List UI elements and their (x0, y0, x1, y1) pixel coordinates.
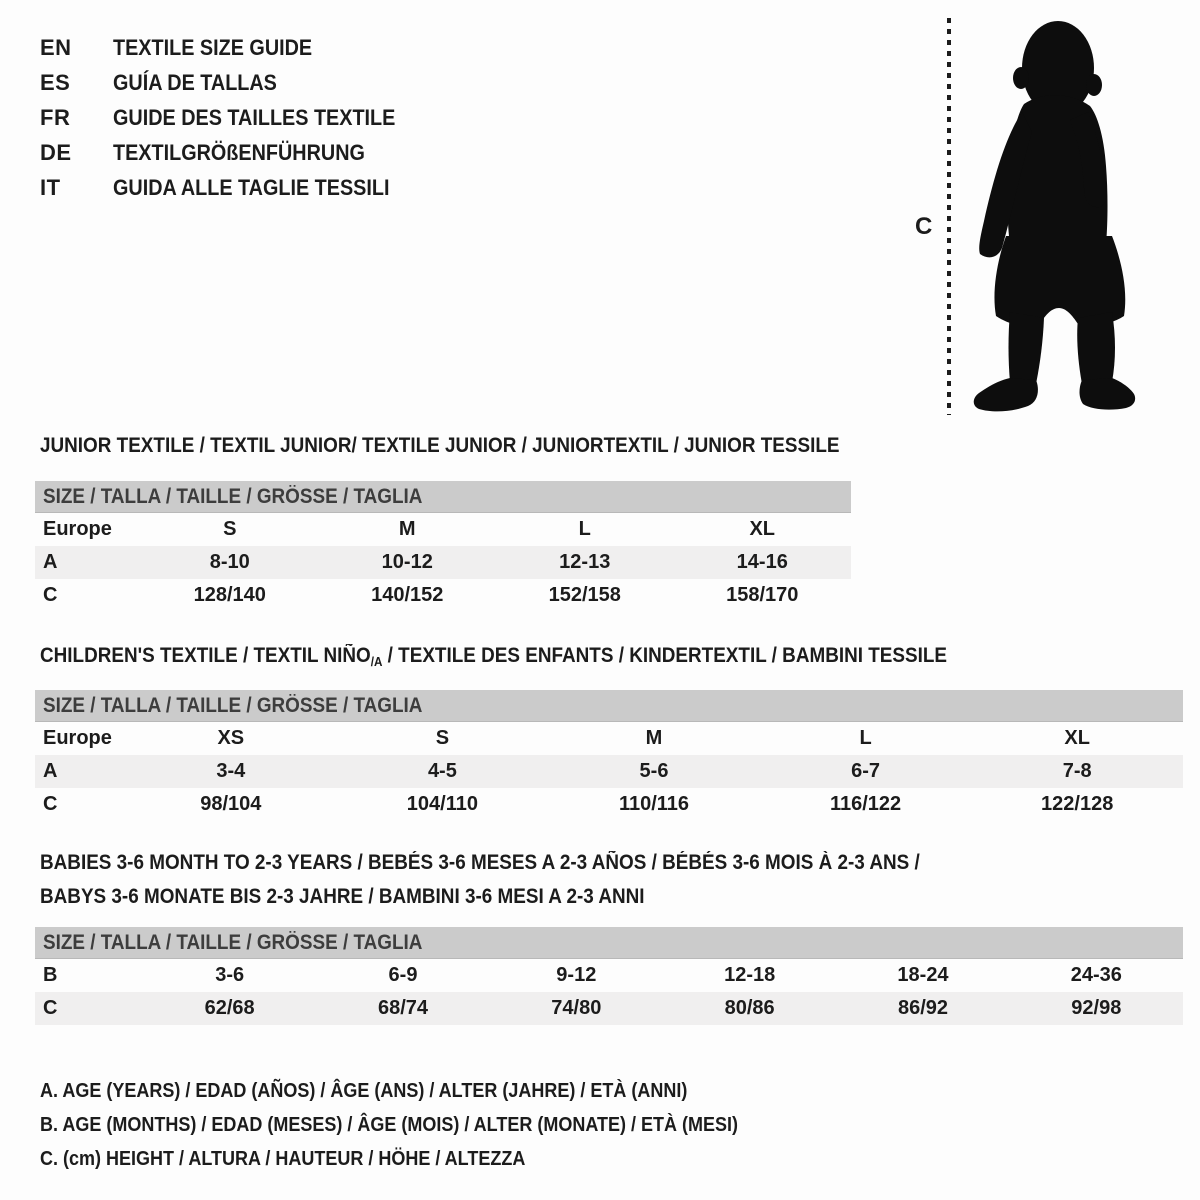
size-cell: 8-10 (209, 551, 250, 573)
babies-size-table (35, 927, 1183, 1025)
guide-title-it: GUIDA ALLE TAGLIE TESSILI (113, 174, 390, 200)
language-code: DE (40, 139, 72, 165)
size-cell: XL (1064, 727, 1090, 749)
size-header-bar (35, 690, 1183, 722)
size-cell: 6-9 (388, 964, 418, 986)
size-cell: XS (217, 727, 245, 749)
guide-title-en: TEXTILE SIZE GUIDE (113, 34, 313, 60)
row-label: C (43, 997, 58, 1019)
legend-line-c (40, 1142, 816, 1176)
guide-title-de: TEXTILGRÖßENFÜHRUNG (113, 139, 365, 165)
children-section-heading (40, 644, 1048, 670)
size-cell: 14-16 (736, 551, 788, 573)
language-row-en (40, 30, 427, 65)
size-cell: M (645, 727, 663, 749)
legend-b-text: B. AGE (MONTHS) / EDAD (MESES) / ÂGE (MOIS) / ALTER (MONATE) / ETÀ (MESI) (40, 1114, 738, 1136)
size-cell: 158/170 (726, 584, 799, 606)
size-cell: 104/110 (406, 793, 478, 815)
size-header-bar (35, 481, 851, 513)
language-title-list (40, 30, 427, 205)
children-heading-post: / TEXTILE DES ENFANTS / KINDERTEXTIL / BAMBINI TESSILE (382, 644, 948, 667)
size-cell: 3-4 (216, 760, 246, 782)
row-label: C (43, 584, 58, 606)
measurement-legend (40, 1074, 816, 1176)
language-row-de (40, 135, 427, 170)
size-cell: 74/80 (551, 997, 602, 1019)
size-cell: 68/74 (377, 997, 429, 1019)
language-code: ES (40, 69, 71, 95)
size-cell: 5-6 (639, 760, 669, 782)
table-row-europe (35, 513, 851, 546)
size-cell: 80/86 (724, 997, 775, 1019)
size-cell: S (223, 518, 237, 540)
size-cell: 7-8 (1062, 760, 1092, 782)
size-cell: 3-6 (215, 964, 245, 986)
children-heading-text (40, 644, 947, 670)
size-cell: L (578, 518, 591, 540)
table-row-europe (35, 722, 1183, 755)
language-row-it (40, 170, 427, 205)
size-cell: 10-12 (381, 551, 433, 573)
row-label: A (43, 760, 58, 782)
size-cell: 152/158 (548, 584, 621, 606)
junior-section-heading (40, 434, 928, 458)
table-row-age-months (35, 959, 1183, 992)
size-header-text: SIZE / TALLA / TAILLE / GRÖSSE / TAGLIA (43, 931, 423, 954)
language-code: IT (40, 174, 61, 200)
legend-line-a (40, 1074, 816, 1108)
guide-title-fr: GUIDE DES TAILLES TEXTILE (113, 104, 396, 130)
row-label: A (43, 551, 58, 573)
size-cell: 6-7 (851, 760, 881, 782)
table-row-height (35, 788, 1183, 821)
size-cell: 86/92 (897, 997, 949, 1019)
legend-c-text: C. (cm) HEIGHT / ALTURA / HAUTEUR / HÖHE / ALTEZZA (40, 1148, 526, 1170)
legend-line-b (40, 1108, 816, 1142)
size-cell: 4-5 (427, 760, 457, 782)
row-label: Europe (43, 727, 112, 749)
height-measure-dashed-line (947, 18, 951, 415)
size-header-bar (35, 927, 1183, 959)
size-cell: 9-12 (556, 964, 597, 986)
size-cell: 128/140 (193, 584, 266, 606)
table-row-age (35, 546, 851, 579)
language-row-es (40, 65, 427, 100)
legend-a-text: A. AGE (YEARS) / EDAD (AÑOS) / ÂGE (ANS) / ALTER (JAHRE) / ETÀ (ANNI) (40, 1080, 688, 1102)
language-code: EN (40, 34, 72, 60)
junior-size-table (35, 481, 851, 612)
children-heading-pre: CHILDREN'S TEXTILE / TEXTIL NIÑO (40, 644, 371, 667)
size-cell: 12-13 (559, 551, 611, 573)
language-code: FR (40, 104, 71, 130)
table-row-height (35, 992, 1183, 1025)
size-cell: 18-24 (897, 964, 949, 986)
babies-section-heading (40, 846, 1018, 914)
row-label: Europe (43, 518, 112, 540)
size-cell: 110/116 (618, 793, 690, 815)
size-header-text: SIZE / TALLA / TAILLE / GRÖSSE / TAGLIA (43, 694, 423, 717)
junior-heading-text: JUNIOR TEXTILE / TEXTIL JUNIOR/ TEXTILE JUNIOR / JUNIORTEXTIL / JUNIOR TESSILE (40, 434, 840, 457)
size-cell: L (859, 727, 872, 749)
size-cell: 122/128 (1041, 793, 1114, 815)
size-cell: 92/98 (1071, 997, 1122, 1019)
table-row-height (35, 579, 851, 612)
size-cell: S (435, 727, 450, 749)
size-header-text: SIZE / TALLA / TAILLE / GRÖSSE / TAGLIA (43, 485, 423, 508)
size-cell: 98/104 (200, 793, 262, 815)
babies-heading-line1: BABIES 3-6 MONTH TO 2-3 YEARS / BEBÉS 3-6 MESES A 2-3 AÑOS / BÉBÉS 3-6 MOIS À 2-3 ANS / (40, 851, 920, 874)
row-label: C (43, 793, 58, 815)
language-row-fr (40, 100, 427, 135)
size-cell: 24-36 (1070, 964, 1122, 986)
size-cell: 116/122 (829, 793, 902, 815)
children-heading-subscript: /A (370, 654, 383, 669)
size-cell: M (398, 518, 416, 540)
height-measure-c-label: C (915, 213, 933, 240)
size-cell: 12-18 (724, 964, 776, 986)
row-label: B (43, 964, 58, 986)
size-cell: XL (749, 518, 776, 540)
guide-title-es: GUÍA DE TALLAS (113, 69, 277, 95)
toddler-silhouette-icon (966, 16, 1140, 418)
children-size-table (35, 690, 1183, 821)
table-row-age (35, 755, 1183, 788)
size-cell: 62/68 (204, 997, 255, 1019)
size-cell: 140/152 (371, 584, 444, 606)
babies-heading-line2: BABYS 3-6 MONATE BIS 2-3 JAHRE / BAMBINI 3-6 MESI A 2-3 ANNI (40, 885, 645, 908)
